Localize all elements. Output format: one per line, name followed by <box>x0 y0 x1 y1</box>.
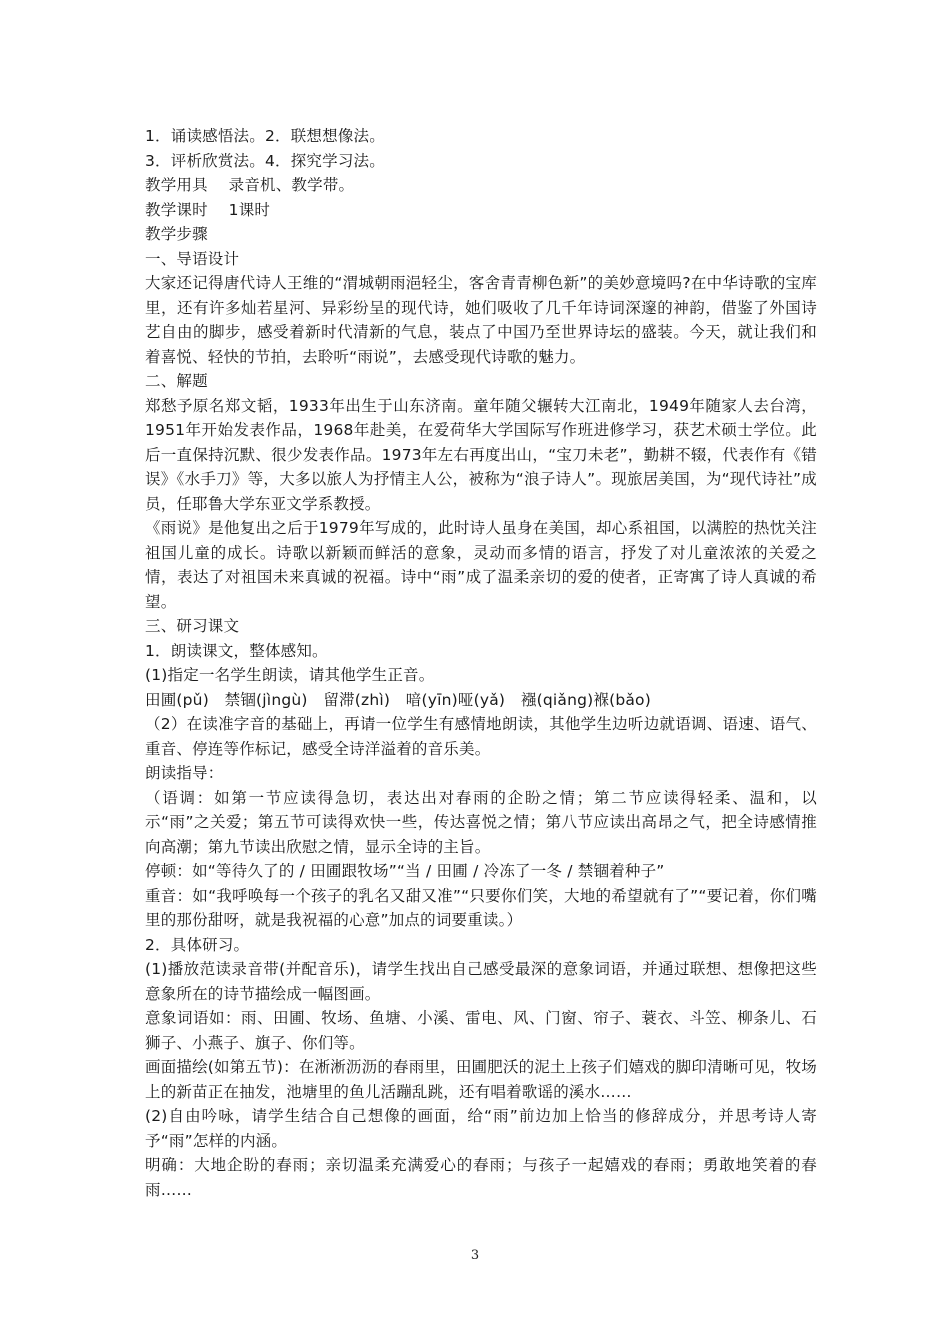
heading-step-1: 1．朗读课文，整体感知。 <box>145 641 328 660</box>
paragraph-step-1-1: (1)指定一名学生朗读，请其他学生正音。 <box>145 666 435 684</box>
heading-section-2: 二、解题 <box>145 372 208 390</box>
paragraph-step-2-1: (1)播放范读录音带(并配音乐)，请学生找出自己感受最深的意象词语，并通过联想、想像把这些意象所在的诗节描绘成一幅图画。 <box>145 960 817 1003</box>
paragraph-clarification: 明确：大地企盼的春雨；亲切温柔充满爱心的春雨；与孩子一起嬉戏的春雨；勇敢地笑着的春雨…… <box>145 1156 817 1199</box>
heading-section-1: 一、导语设计 <box>145 249 240 268</box>
heading-step-2: 2．具体研习。 <box>145 935 250 954</box>
paragraph-pronunciation: 田圃(pǔ) 禁锢(jìngù) 留滞(zhì) 喑(yīn)哑(yǎ) 襁(qiǎng)褓(bǎo) <box>145 690 651 709</box>
paragraph-poem-background: 《雨说》是他复出之后于1979年写成的，此时诗人虽身在美国，却心系祖国，以满腔的热忱关注祖国儿童的成长。诗歌以新颖而鲜活的意象，灵动而多情的语言，抒发了对儿童浓浓的关爱之情，表达了对祖国未来真诚的祝福。诗中“雨”成了温柔亲切的爱的使者，正寄寓了诗人真诚的希望。 <box>145 519 817 611</box>
paragraph-stress: 重音：如“我呼唤每一个孩子的乳名又甜又准”“只要你们笑，大地的希望就有了”“要记着，你们嘴里的那份甜呀，就是我祝福的心意”加点的词要重读。） <box>145 886 817 929</box>
paragraph-teaching-tools: 教学用具 录音机、教学带。 <box>145 176 355 194</box>
paragraph-intonation: （语调：如第一节应读得急切，表达出对春雨的企盼之情；第二节应读得轻柔、温和，以示“雨”之关爱；第五节可读得欢快一些，传达喜悦之情；第八节应读出高昂之气，把全诗感情推向高潮；第九节读出欣慰之情，显示全诗的主旨。 <box>145 788 817 856</box>
paragraph-step-2-2: (2)自由吟咏，请学生结合自己想像的画面，给“雨”前边加上恰当的修辞成分，并思考诗人寄予“雨”怎样的内涵。 <box>145 1107 817 1150</box>
paragraph-pauses: 停顿：如“等待久了的 / 田圃跟牧场”“当 / 田圃 / 冷冻了一冬 / 禁锢着种子” <box>145 862 665 880</box>
heading-section-3: 三、研习课文 <box>145 617 240 635</box>
paragraph-imagery-words: 意象词语如：雨、田圃、牧场、鱼塘、小溪、雷电、风、门窗、帘子、蓑衣、斗笠、柳条儿、石狮子、小燕子、旗子、你们等。 <box>145 1009 817 1052</box>
paragraph-introduction: 大家还记得唐代诗人王维的“渭城朝雨浥轻尘，客舍青青柳色新”的美妙意境吗?在中华诗歌的宝库里，还有许多灿若星河、异彩纷呈的现代诗，她们吸收了几千年诗词深邃的神韵，借鉴了外国诗艺自由的脚步，感受着新时代清新的气息，装点了中国乃至世界诗坛的盛装。今天，就让我们和着喜悦、轻快的节拍，去聆听“雨说”，去感受现代诗歌的魅力。 <box>145 274 817 366</box>
paragraph-step-1-2: （2）在读准字音的基础上，再请一位学生有感情地朗读，其他学生边听边就语调、语速、语气、重音、停连等作标记，感受全诗洋溢着的音乐美。 <box>145 715 817 758</box>
paragraph-methods-1: 1．诵读感悟法。2．联想想像法。 <box>145 127 385 145</box>
page-number: 3 <box>470 1248 480 1263</box>
heading-reading-guide: 朗读指导： <box>145 764 224 782</box>
paragraph-scene-description: 画面描绘(如第五节)：在淅淅沥沥的春雨里，田圃肥沃的泥土上孩子们嬉戏的脚印清晰可见，牧场上的新苗正在抽发，池塘里的鱼儿活蹦乱跳，还有唱着歌谣的溪水…… <box>145 1058 817 1101</box>
paragraph-author-bio: 郑愁予原名郑文韬，1933年出生于山东济南。童年随父辗转大江南北，1949年随家人去台湾，1951年开始发表作品，1968年赴美，在爱荷华大学国际写作班进修学习，获艺术硕士学位。此后一直保持沉默、很少发表作品。1973年左右再度出山，“宝刀未老”，勤耕不辍，代表作有《错误》《水手刀》等，大多以旅人为抒情主人公，被称为“浪子诗人”。现旅居美国，为“现代诗社”成员，任耶鲁大学东亚文学系教授。 <box>145 396 817 513</box>
paragraph-class-hours: 教学课时 1课时 <box>145 200 271 219</box>
heading-teaching-steps: 教学步骤 <box>145 225 208 243</box>
paragraph-methods-2: 3．评析欣赏法。4．探究学习法。 <box>145 151 385 170</box>
document-body <box>145 124 817 1202</box>
